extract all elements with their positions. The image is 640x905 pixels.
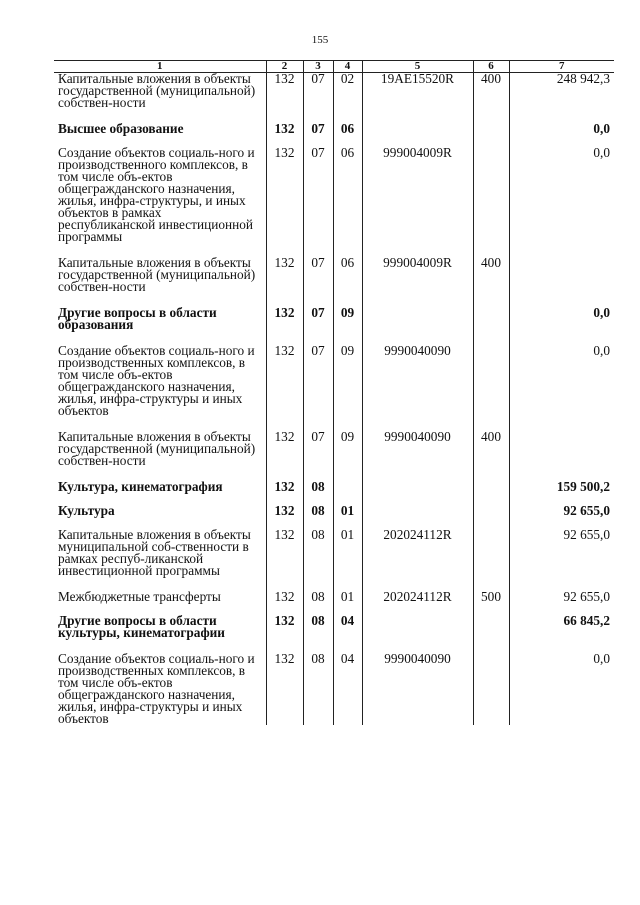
row-pr-cell: 04 (333, 653, 362, 725)
row-name-cell: Другие вопросы в области культуры, кинематографии (58, 613, 225, 640)
row-sum-cell: 248 942,3 (509, 73, 614, 124)
row-pr-cell: 09 (333, 431, 362, 481)
row-vr-cell: 400 (473, 257, 509, 307)
row-name-cell: Создание объектов социаль-ного и производственных комплексов, в том числе объ-ектов общегражданского назначения, жилья, инфра-структуры и иных объектов (58, 651, 255, 726)
row-ved-cell: 132 (266, 147, 303, 257)
row-rz-cell: 07 (303, 257, 333, 307)
column-header-5: 5 (362, 61, 473, 73)
row-sum-cell: 0,0 (509, 653, 614, 725)
row-vr-cell (473, 123, 509, 147)
row-ved-cell: 132 (266, 481, 303, 505)
row-name-cell: Капитальные вложения в объекты государственной (муниципальной) собствен-ности (58, 255, 256, 294)
row-sum-cell: 0,0 (509, 123, 614, 147)
table-row (54, 615, 614, 653)
row-rz-cell: 07 (303, 123, 333, 147)
row-rz-cell: 08 (303, 653, 333, 725)
row-csr-cell: 999004009R (362, 147, 473, 257)
row-rz-cell: 08 (303, 529, 333, 591)
budget-table (54, 60, 614, 725)
row-rz-cell: 08 (303, 481, 333, 505)
row-vr-cell (473, 147, 509, 257)
row-sum-cell: 0,0 (509, 147, 614, 257)
row-pr-cell: 09 (333, 345, 362, 431)
row-rz-cell: 07 (303, 431, 333, 481)
row-ved-cell: 132 (266, 73, 303, 124)
row-pr-cell: 01 (333, 505, 362, 529)
table-row (54, 529, 614, 591)
row-ved-cell: 132 (266, 431, 303, 481)
row-sum-cell (509, 431, 614, 481)
row-vr-cell (473, 615, 509, 653)
row-csr-cell (362, 505, 473, 529)
row-rz-cell: 07 (303, 307, 333, 345)
table-row (54, 73, 614, 124)
row-ved-cell: 132 (266, 307, 303, 345)
row-sum-cell: 92 655,0 (509, 529, 614, 591)
row-csr-cell: 999004009R (362, 257, 473, 307)
row-rz-cell: 08 (303, 505, 333, 529)
row-csr-cell: 202024112R (362, 591, 473, 615)
row-name-cell: Капитальные вложения в объекты государственной (муниципальной) собствен-ности (58, 429, 256, 468)
row-pr-cell: 06 (333, 257, 362, 307)
row-name-cell: Культура, кинематография (58, 479, 223, 494)
table-row (54, 653, 614, 725)
row-name-cell: Создание объектов социаль-ного и производственного комплексов, в том числе объ-ектов общегражданского назначения, жилья, инфра-структуры, и иных объектов в рамках республиканской инвестиционной программы (58, 145, 255, 244)
column-header-4: 4 (333, 61, 362, 73)
row-vr-cell (473, 481, 509, 505)
row-name-cell: Высшее образование (58, 121, 184, 136)
row-csr-cell: 9990040090 (362, 653, 473, 725)
table-row (54, 505, 614, 529)
row-vr-cell (473, 505, 509, 529)
column-header-1: 1 (54, 61, 266, 73)
column-header-2: 2 (266, 61, 303, 73)
row-ved-cell: 132 (266, 123, 303, 147)
row-sum-cell: 159 500,2 (509, 481, 614, 505)
row-vr-cell (473, 307, 509, 345)
row-pr-cell: 01 (333, 591, 362, 615)
column-header-3: 3 (303, 61, 333, 73)
row-sum-cell: 92 655,0 (509, 591, 614, 615)
table-row (54, 481, 614, 505)
row-sum-cell (509, 257, 614, 307)
row-name-cell: Создание объектов социаль-ного и производственных комплексов, в том числе объ-ектов общегражданского назначения, жилья, инфра-структуры и иных объектов (58, 343, 255, 418)
row-sum-cell: 0,0 (509, 345, 614, 431)
column-header-7: 7 (509, 61, 614, 73)
row-ved-cell: 132 (266, 345, 303, 431)
table-row (54, 431, 614, 481)
table-row (54, 123, 614, 147)
row-pr-cell: 06 (333, 123, 362, 147)
row-rz-cell: 08 (303, 591, 333, 615)
row-sum-cell: 0,0 (509, 307, 614, 345)
row-csr-cell: 19АЕ15520R (362, 73, 473, 124)
row-vr-cell (473, 529, 509, 591)
row-ved-cell: 132 (266, 591, 303, 615)
row-name-cell: Культура (58, 503, 115, 518)
row-csr-cell (362, 481, 473, 505)
row-rz-cell: 07 (303, 73, 333, 124)
row-ved-cell: 132 (266, 257, 303, 307)
row-pr-cell: 02 (333, 73, 362, 124)
row-vr-cell (473, 653, 509, 725)
row-name-cell: Капитальные вложения в объекты муниципальной соб-ственности в рамках респуб-ликанской инвестиционной программы (58, 527, 251, 578)
row-rz-cell: 07 (303, 147, 333, 257)
row-vr-cell (473, 345, 509, 431)
row-rz-cell: 07 (303, 345, 333, 431)
row-csr-cell (362, 307, 473, 345)
row-csr-cell: 9990040090 (362, 431, 473, 481)
row-vr-cell: 400 (473, 431, 509, 481)
row-name-cell: Капитальные вложения в объекты государственной (муниципальной) собствен-ности (58, 71, 256, 110)
row-pr-cell: 01 (333, 529, 362, 591)
row-csr-cell: 9990040090 (362, 345, 473, 431)
row-vr-cell: 400 (473, 73, 509, 124)
row-sum-cell: 66 845,2 (509, 615, 614, 653)
row-pr-cell: 09 (333, 307, 362, 345)
table-body (54, 73, 614, 726)
row-sum-cell: 92 655,0 (509, 505, 614, 529)
page-number: 155 (311, 34, 329, 46)
row-pr-cell: 06 (333, 147, 362, 257)
table-row (54, 257, 614, 307)
row-name-cell: Другие вопросы в области образования (58, 305, 217, 332)
table-row (54, 591, 614, 615)
table-row (54, 147, 614, 257)
row-name-cell: Межбюджетные трансферты (58, 589, 221, 604)
table-row (54, 307, 614, 345)
row-csr-cell (362, 123, 473, 147)
row-ved-cell: 132 (266, 505, 303, 529)
table-row (54, 345, 614, 431)
row-pr-cell (333, 481, 362, 505)
row-ved-cell: 132 (266, 653, 303, 725)
row-rz-cell: 08 (303, 615, 333, 653)
row-csr-cell: 202024112R (362, 529, 473, 591)
row-pr-cell: 04 (333, 615, 362, 653)
column-header-6: 6 (473, 61, 509, 73)
row-vr-cell: 500 (473, 591, 509, 615)
row-ved-cell: 132 (266, 615, 303, 653)
row-csr-cell (362, 615, 473, 653)
row-ved-cell: 132 (266, 529, 303, 591)
